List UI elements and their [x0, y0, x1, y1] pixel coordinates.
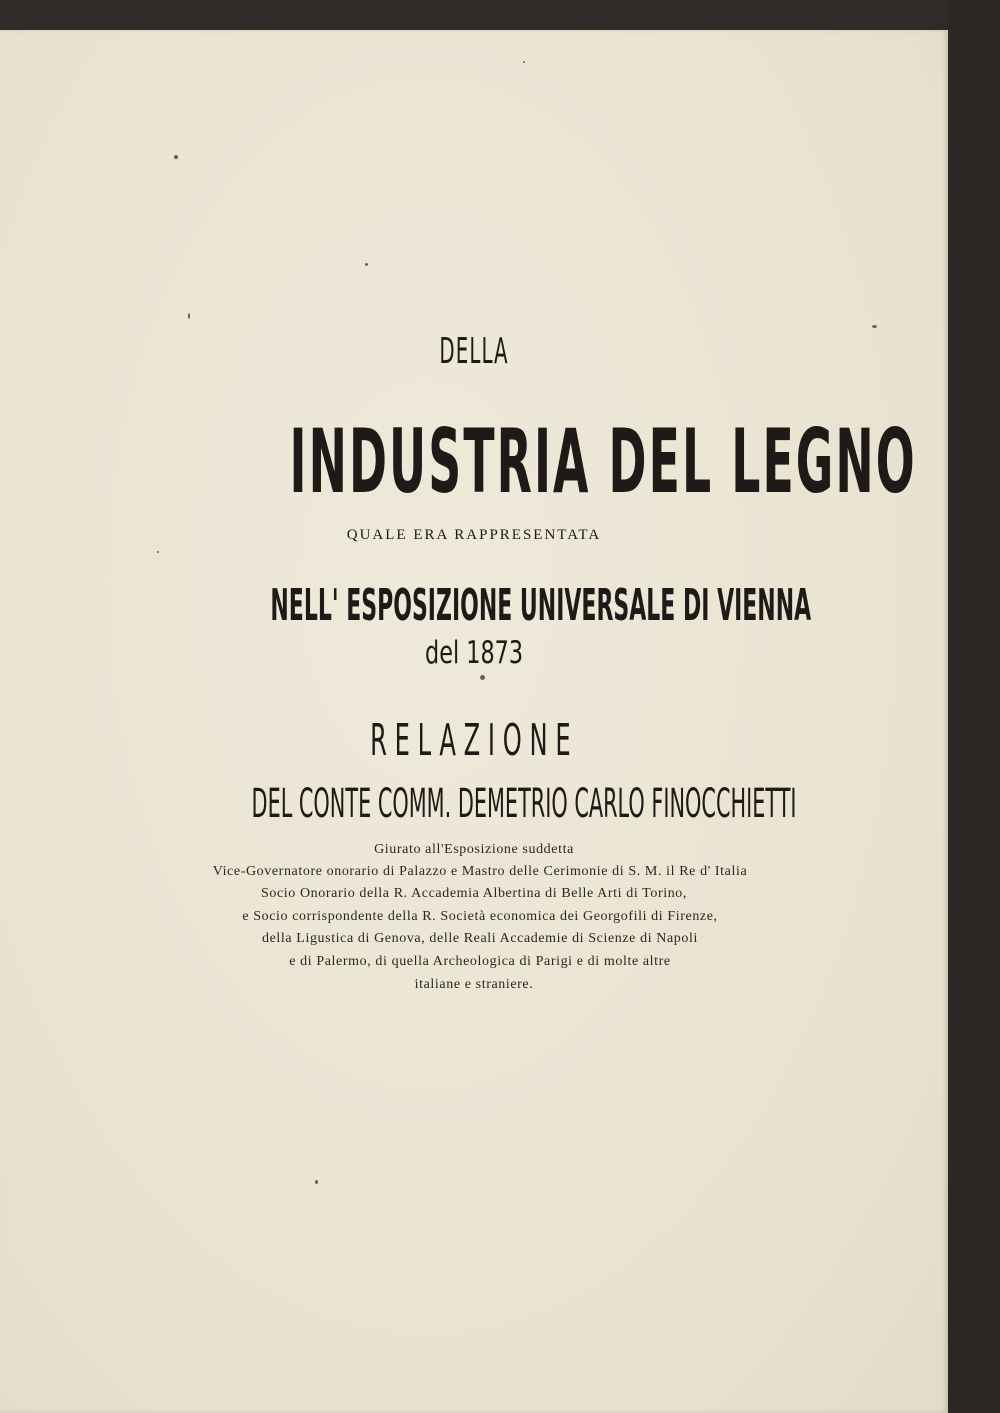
- paper-speck: [315, 1180, 318, 1184]
- credential-line: della Ligustica di Genova, delle Reali Accademie di Scienze di Napoli: [262, 931, 698, 946]
- subtitle-quale: QUALE ERA RAPPRESENTATA: [346, 527, 602, 543]
- paper-speck: [872, 325, 877, 328]
- heading-della-text: DELLA: [439, 331, 509, 372]
- paper-speck: [480, 675, 485, 680]
- heading-relazione: [0, 715, 948, 766]
- author-line: [0, 780, 948, 827]
- subtitle-esposizione: [0, 580, 948, 631]
- title-page: [0, 30, 948, 1413]
- subtitle-esposizione-text: NELL' ESPOSIZIONE UNIVERSALE DI VIENNA: [270, 580, 812, 631]
- paper-speck: [365, 263, 368, 266]
- main-title-text: INDUSTRIA DEL LEGNO: [289, 410, 917, 513]
- subtitle-year-text: del 1873: [424, 635, 523, 671]
- credential-line: e di Palermo, di quella Archeologica di Parigi e di molte altre: [289, 954, 671, 969]
- paper-speck: [188, 313, 190, 319]
- subtitle-year: [0, 635, 948, 671]
- credential-line: Vice-Governatore onorario di Palazzo e Mastro delle Cerimonie di S. M. il Re d' Italia: [212, 864, 748, 879]
- credential-line: Socio Onorario della R. Accademia Albertina di Belle Arti di Torino,: [260, 886, 688, 901]
- scan-top-border: [0, 0, 1000, 32]
- credential-line: Giurato all'Esposizione suddetta: [374, 842, 574, 857]
- heading-relazione-text: RELAZIONE: [369, 715, 579, 766]
- heading-della: [0, 330, 948, 372]
- credential-line: italiane e straniere.: [414, 977, 534, 992]
- paper-speck: [523, 61, 525, 63]
- paper-speck: [157, 551, 159, 553]
- main-title: [0, 410, 948, 514]
- scan-right-border: [948, 0, 1000, 1413]
- credential-line: e Socio corrispondente della R. Società economica dei Georgofili di Firenze,: [242, 909, 718, 924]
- paper-speck: [174, 155, 178, 159]
- author-line-text: DEL CONTE COMM. DEMETRIO CARLO FINOCCHIETTI: [251, 781, 797, 827]
